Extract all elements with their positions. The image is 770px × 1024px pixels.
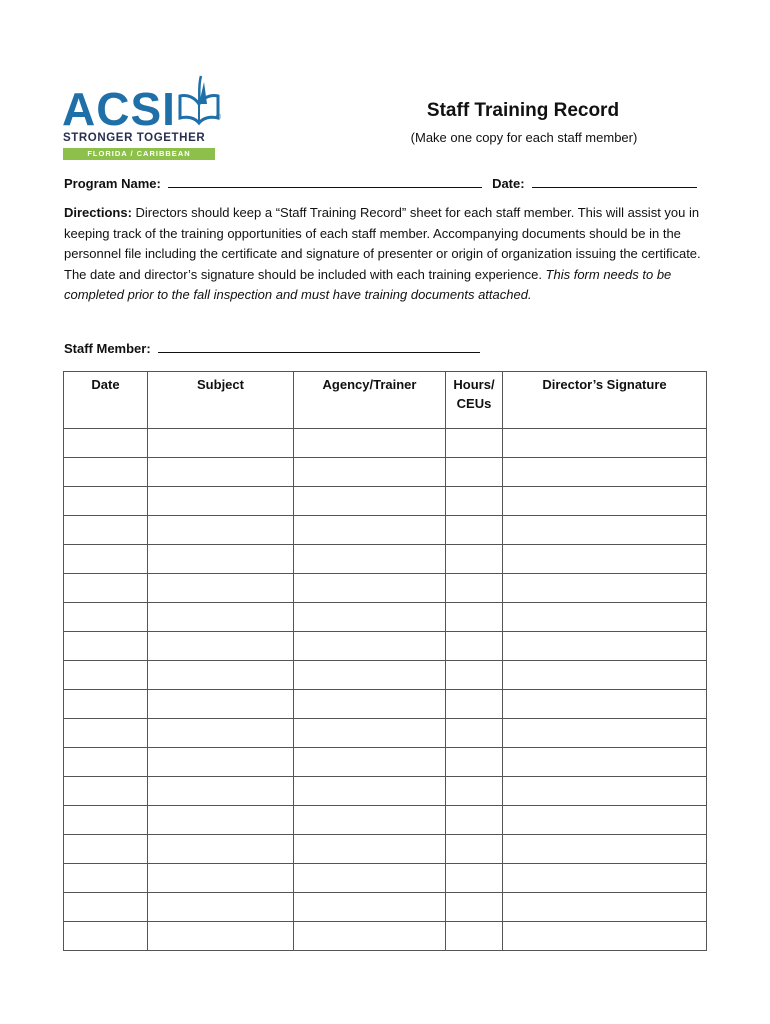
- agency-trainer-cell[interactable]: [294, 922, 446, 951]
- subject-cell[interactable]: [148, 748, 294, 777]
- hours-ceus-cell[interactable]: [446, 690, 503, 719]
- column-header-date: Date: [64, 372, 148, 429]
- directors-signature-cell[interactable]: [503, 661, 707, 690]
- date-cell[interactable]: [64, 661, 148, 690]
- subject-cell[interactable]: [148, 458, 294, 487]
- training-record-table: [63, 371, 707, 951]
- hours-ceus-cell[interactable]: [446, 458, 503, 487]
- column-header-directors-signature: Director’s Signature: [503, 372, 707, 429]
- subject-cell[interactable]: [148, 864, 294, 893]
- date-cell[interactable]: [64, 893, 148, 922]
- directors-signature-cell[interactable]: [503, 545, 707, 574]
- directors-signature-cell[interactable]: [503, 487, 707, 516]
- directors-signature-cell[interactable]: [503, 632, 707, 661]
- subject-cell[interactable]: [148, 574, 294, 603]
- table-row: [64, 893, 707, 922]
- table-row: [64, 864, 707, 893]
- program-date-row: [64, 174, 697, 191]
- date-cell[interactable]: [64, 777, 148, 806]
- agency-trainer-cell[interactable]: [294, 516, 446, 545]
- agency-trainer-cell[interactable]: [294, 777, 446, 806]
- agency-trainer-cell[interactable]: [294, 545, 446, 574]
- directors-signature-cell[interactable]: [503, 748, 707, 777]
- column-header-subject: Subject: [148, 372, 294, 429]
- directors-signature-cell[interactable]: [503, 922, 707, 951]
- table-row: [64, 661, 707, 690]
- column-header-agency-trainer: Agency/Trainer: [294, 372, 446, 429]
- subject-cell[interactable]: [148, 632, 294, 661]
- directors-signature-cell[interactable]: [503, 835, 707, 864]
- directions-label: Directions:: [64, 205, 132, 220]
- agency-trainer-cell[interactable]: [294, 458, 446, 487]
- subject-cell[interactable]: [148, 603, 294, 632]
- staff-member-label: Staff Member:: [64, 341, 151, 356]
- table-row: [64, 574, 707, 603]
- agency-trainer-cell[interactable]: [294, 806, 446, 835]
- hours-ceus-cell[interactable]: [446, 922, 503, 951]
- date-cell[interactable]: [64, 429, 148, 458]
- logo-tagline: STRONGER TOGETHER: [63, 132, 206, 144]
- directions-paragraph: [64, 203, 714, 306]
- subject-cell[interactable]: [148, 661, 294, 690]
- directors-signature-cell[interactable]: [503, 806, 707, 835]
- directions-body: Directors should keep a “Staff Training Record” sheet for each staff member. This will assist you in keeping track of the training opportunities of each staff member. Accompanying documents should be in the personnel file including the certificate and signature of presenter or origin of organization issuing the certificate. The date and director’s signature should be included with each training experience.: [64, 205, 701, 282]
- directors-signature-cell[interactable]: [503, 690, 707, 719]
- table-row: [64, 487, 707, 516]
- directors-signature-cell[interactable]: [503, 429, 707, 458]
- acsi-logo: [62, 74, 222, 162]
- subject-cell[interactable]: [148, 429, 294, 458]
- agency-trainer-cell[interactable]: [294, 487, 446, 516]
- table-row: [64, 690, 707, 719]
- hours-ceus-cell[interactable]: [446, 516, 503, 545]
- page-subtitle: (Make one copy for each staff member): [410, 130, 638, 145]
- subject-cell[interactable]: [148, 719, 294, 748]
- directors-signature-cell[interactable]: [503, 458, 707, 487]
- subject-cell[interactable]: [148, 487, 294, 516]
- hours-ceus-cell[interactable]: [446, 719, 503, 748]
- date-cell[interactable]: [64, 806, 148, 835]
- hours-ceus-cell[interactable]: [446, 806, 503, 835]
- table-row: [64, 835, 707, 864]
- hours-ceus-cell[interactable]: [446, 545, 503, 574]
- hours-ceus-cell[interactable]: [446, 632, 503, 661]
- subject-cell[interactable]: [148, 545, 294, 574]
- subject-cell[interactable]: [148, 516, 294, 545]
- hours-ceus-cell[interactable]: [446, 574, 503, 603]
- subject-cell[interactable]: [148, 806, 294, 835]
- date-cell[interactable]: [64, 719, 148, 748]
- table-row: [64, 922, 707, 951]
- hours-ceus-cell[interactable]: [446, 893, 503, 922]
- table-row: [64, 545, 707, 574]
- staff-member-row: [64, 339, 480, 356]
- hours-ceus-cell[interactable]: [446, 777, 503, 806]
- directors-signature-cell[interactable]: [503, 893, 707, 922]
- subject-cell[interactable]: [148, 835, 294, 864]
- agency-trainer-cell[interactable]: [294, 835, 446, 864]
- staff-member-field[interactable]: [158, 339, 480, 353]
- agency-trainer-cell[interactable]: [294, 893, 446, 922]
- table-row: [64, 632, 707, 661]
- agency-trainer-cell[interactable]: [294, 690, 446, 719]
- subject-cell[interactable]: [148, 777, 294, 806]
- agency-trainer-cell[interactable]: [294, 719, 446, 748]
- date-cell[interactable]: [64, 748, 148, 777]
- hours-ceus-cell[interactable]: [446, 603, 503, 632]
- directors-signature-cell[interactable]: [503, 719, 707, 748]
- agency-trainer-cell[interactable]: [294, 632, 446, 661]
- hours-ceus-cell[interactable]: [446, 835, 503, 864]
- date-cell[interactable]: [64, 458, 148, 487]
- date-cell[interactable]: [64, 690, 148, 719]
- logo-region-band: FLORIDA / CARIBBEAN: [63, 148, 215, 160]
- subject-cell[interactable]: [148, 690, 294, 719]
- directions-emphasis: This form needs to be completed prior to the fall inspection and must have training documents attached.: [64, 266, 672, 302]
- hours-ceus-cell[interactable]: [446, 429, 503, 458]
- registered-mark: ®: [216, 114, 222, 121]
- date-label: Date:: [492, 176, 525, 191]
- hours-ceus-cell[interactable]: [446, 864, 503, 893]
- agency-trainer-cell[interactable]: [294, 864, 446, 893]
- column-header-hours-ceus: Hours/ CEUs: [446, 372, 503, 429]
- date-cell[interactable]: [64, 603, 148, 632]
- table-row: [64, 777, 707, 806]
- date-cell[interactable]: [64, 922, 148, 951]
- hours-ceus-cell[interactable]: [446, 661, 503, 690]
- page-title: Staff Training Record: [426, 100, 620, 121]
- date-cell[interactable]: [64, 632, 148, 661]
- agency-trainer-cell[interactable]: [294, 603, 446, 632]
- table-body: [64, 429, 707, 951]
- logo-wordmark: ACSI: [62, 83, 176, 135]
- agency-trainer-cell[interactable]: [294, 748, 446, 777]
- date-cell[interactable]: [64, 516, 148, 545]
- directors-signature-cell[interactable]: [503, 864, 707, 893]
- directors-signature-cell[interactable]: [503, 603, 707, 632]
- date-cell[interactable]: [64, 574, 148, 603]
- agency-trainer-cell[interactable]: [294, 661, 446, 690]
- table-row: [64, 516, 707, 545]
- table-row: [64, 719, 707, 748]
- program-name-field[interactable]: [168, 174, 482, 188]
- date-cell[interactable]: [64, 835, 148, 864]
- directors-signature-cell[interactable]: [503, 574, 707, 603]
- table-header-row: [64, 372, 707, 429]
- table-row: [64, 458, 707, 487]
- agency-trainer-cell[interactable]: [294, 574, 446, 603]
- subject-cell[interactable]: [148, 893, 294, 922]
- subject-cell[interactable]: [148, 922, 294, 951]
- program-name-label: Program Name:: [64, 176, 161, 191]
- table-row: [64, 429, 707, 458]
- table-row: [64, 806, 707, 835]
- table-row: [64, 748, 707, 777]
- directors-signature-cell[interactable]: [503, 777, 707, 806]
- date-cell[interactable]: [64, 487, 148, 516]
- table-row: [64, 603, 707, 632]
- date-field[interactable]: [532, 174, 697, 188]
- directors-signature-cell[interactable]: [503, 516, 707, 545]
- date-cell[interactable]: [64, 545, 148, 574]
- date-cell[interactable]: [64, 864, 148, 893]
- hours-ceus-cell[interactable]: [446, 748, 503, 777]
- agency-trainer-cell[interactable]: [294, 429, 446, 458]
- hours-ceus-cell[interactable]: [446, 487, 503, 516]
